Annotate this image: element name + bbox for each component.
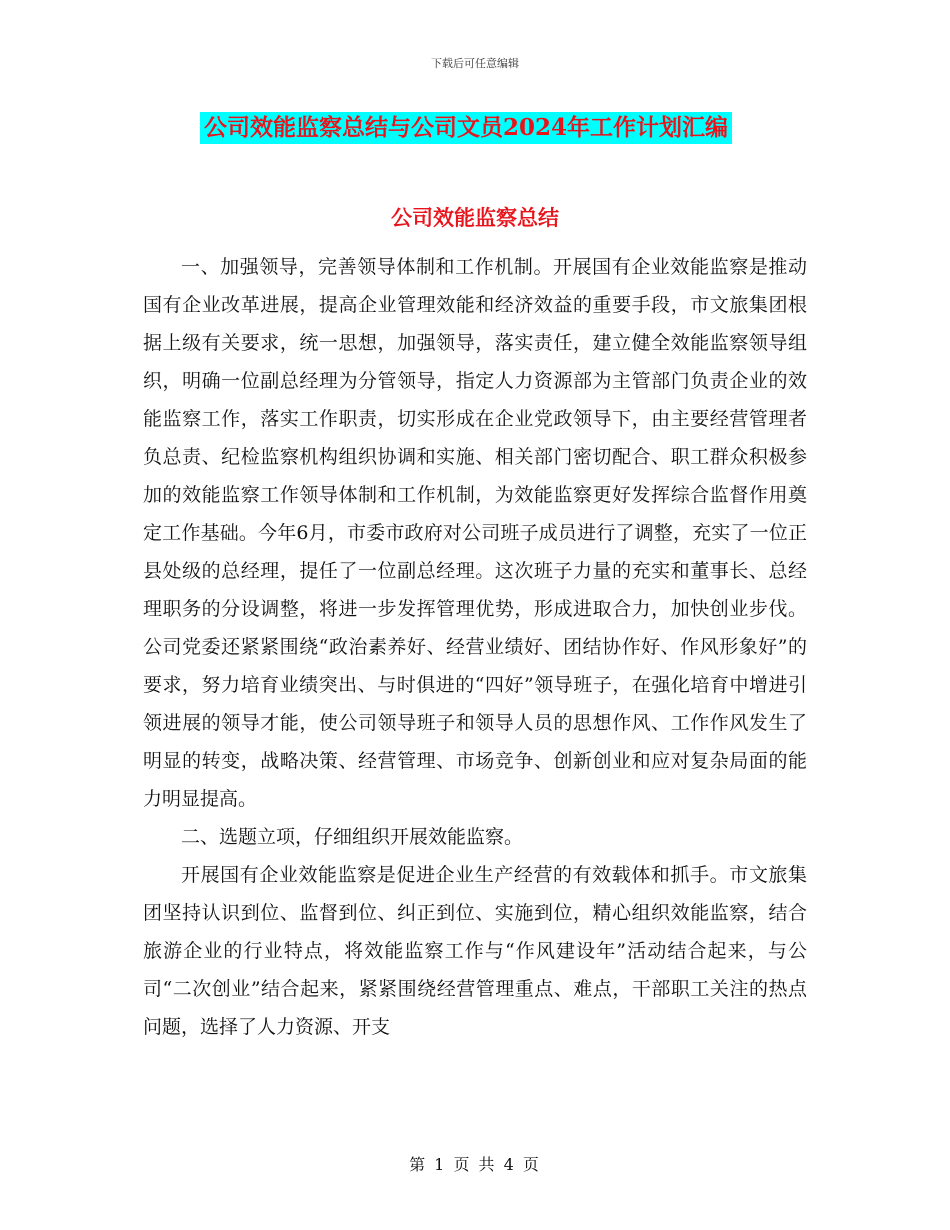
- page-number: 第 1 页 共 4 页: [409, 1155, 541, 1174]
- header-note: 下载后可任意编辑: [431, 57, 519, 70]
- body-paragraph: 开展国有企业效能监察是促进企业生产经营的有效载体和抓手。市文旅集团坚持认识到位、监督到位、纠正到位、实施到位，精心组织效能监察，结合旅游企业的行业特点，将效能监察工作与“作风建设年”活动结合起来，与公司“二次创业”结合起来，紧紧围绕经营管理重点、难点，干部职工关注的热点问题，选择了人力资源、开支: [143, 864, 807, 1038]
- document-title: 公司效能监察总结与公司文员2024年工作计划汇编: [200, 112, 732, 144]
- section-title: 公司效能监察总结: [391, 205, 559, 230]
- body-paragraph: 一、加强领导，完善领导体制和工作机制。开展国有企业效能监察是推动国有企业改革进展，提高企业管理效能和经济效益的重要手段，市文旅集团根据上级有关要求，统一思想，加强领导，落实责任，建立健全效能监察领导组织，明确一位副总经理为分管领导，指定人力资源部为主管部门负责企业的效能监察工作，落实工作职责，切实形成在企业党政领导下，由主要经营管理者负总责、纪检监察机构组织协调和实施、相关部门密切配合、职工群众积极参加的效能监察工作领导体制和工作机制，为效能监察更好发挥综合监督作用奠定工作基础。今年6月，市委市政府对公司班子成员进行了调整，充实了一位正县处级的总经理，提任了一位副总经理。这次班子力量的充实和董事长、总经理职务的分设调整，将进一步发挥管理优势，形成进取合力，加快创业步伐。公司党委还紧紧围绕“政治素养好、经营业绩好、团结协作好、作风形象好”的要求，努力培育业绩突出、与时俱进的“四好”领导班子，在强化培育中增进引领进展的领导才能，使公司领导班子和领导人员的思想作风、工作作风发生了明显的转变，战略决策、经营管理、市场竞争、创新创业和应对复杂局面的能力明显提高。: [143, 256, 807, 810]
- document-body: [143, 248, 807, 1046]
- body-paragraph: 二、选题立项，仔细组织开展效能监察。: [181, 826, 524, 848]
